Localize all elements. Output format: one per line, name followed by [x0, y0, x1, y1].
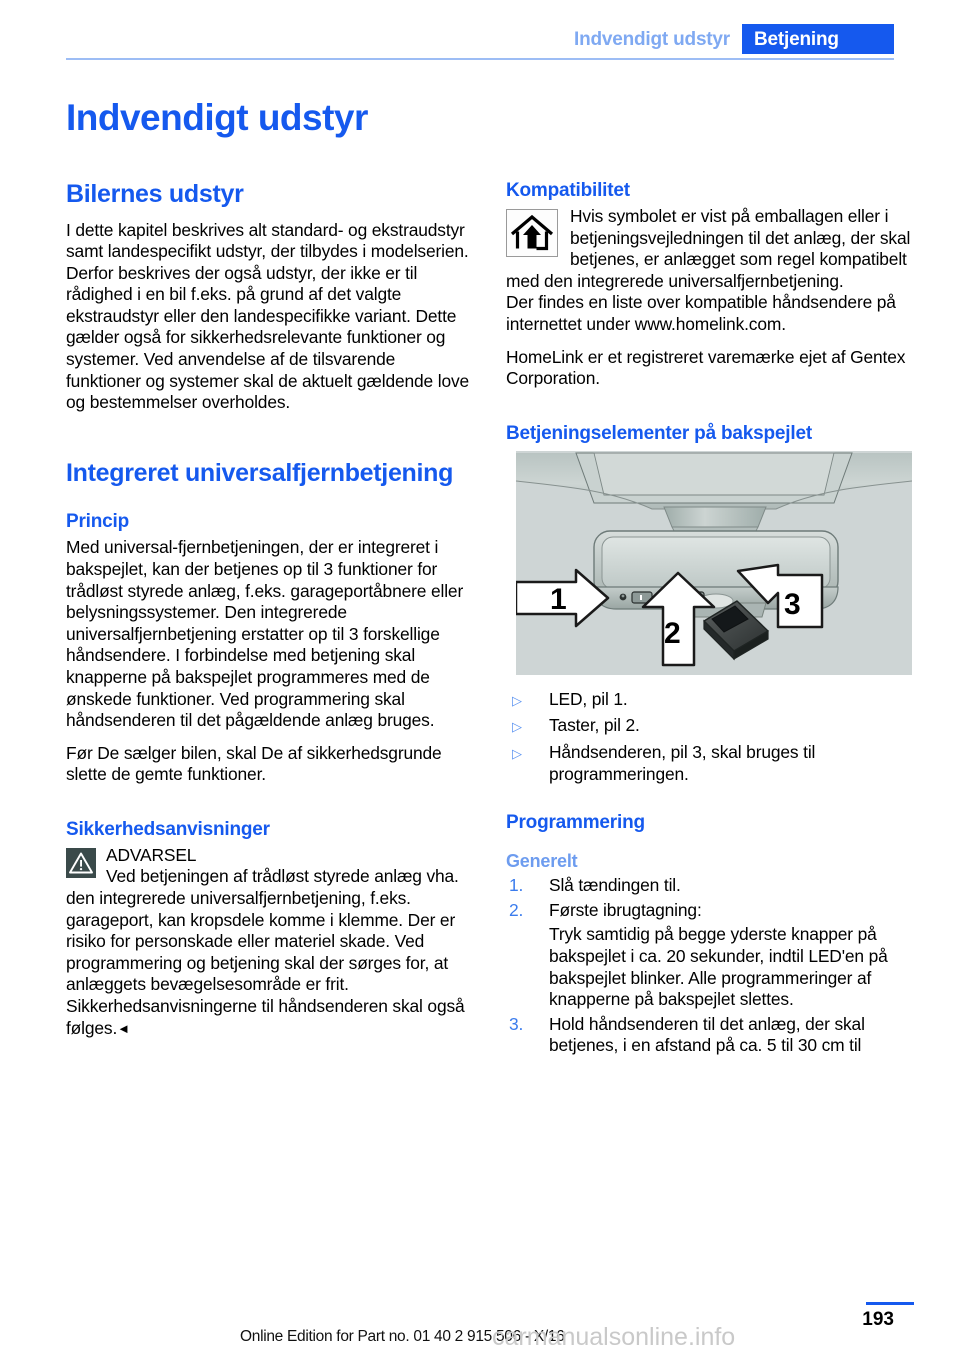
warning-block — [66, 845, 474, 1039]
programming-steps-list — [506, 875, 914, 1057]
step-text: Hold håndsenderen til det anlæg, der skal betjenes, i en afstand på ca. 5 til 30 cm til — [549, 1013, 865, 1056]
warning-title: ADVARSEL — [106, 844, 197, 865]
subheading-princip: Princip — [66, 511, 130, 533]
spacer — [506, 790, 914, 812]
svg-text:2: 2 — [664, 616, 681, 650]
heading-integreret-universalfjernbetjening: Integreret universalfjernbetjening — [66, 458, 454, 487]
list-item — [506, 689, 914, 711]
spacer — [506, 838, 914, 851]
list-item-label: Håndsenderen, pil 3, skal bruges til programmeringen. — [549, 741, 816, 784]
subsubheading-generelt: Generelt — [506, 851, 578, 872]
heading-bilernes-udstyr: Bilernes udstyr — [66, 180, 244, 208]
subheading-betjeningselementer: Betjeningselementer på bakspejlet — [506, 422, 812, 444]
spacer — [66, 425, 474, 459]
left-column — [66, 180, 474, 1060]
step-number: 1. — [509, 875, 524, 896]
body-columns — [66, 180, 914, 1060]
running-header — [66, 24, 894, 54]
spacer — [66, 797, 474, 819]
list-item-label: LED, pil 1. — [549, 688, 628, 709]
list-item — [506, 875, 914, 897]
list-item — [506, 1014, 914, 1057]
right-column — [506, 180, 914, 1060]
paragraph-kompatibilitet-1: Hvis symbolet er vist på emballagen eller i betjeningsvejledningen til det anlæg, der skal betjenes, er anlægget som regel kompatibelt med den integrerede universalfjernbetjening. — [506, 206, 911, 291]
header-section-tab: Betjening — [742, 24, 894, 54]
paragraph-kompatibilitet-2: Der findes en liste over kompatible håndsendere på internettet under www.homelink.com. — [506, 292, 896, 334]
paragraph-bilernes-udstyr: I dette kapitel beskrives alt standard- og ekstraudstyr samt landespecifikt udstyr, der tilbydes i modelserien. Derfor beskrives der også udstyr, der ikke er til rådighed i en bil f.eks. på grund af det valgte ekstraudstyr eller den landespecifikke variant. Dette gælder også for sikkerhedsrelevante funktioner og systemer. Ved anvendelse af de tilsvarende funktioner og systemer skal de aktuelt gældende love og bestemmelser overholdes. — [66, 219, 470, 413]
list-item-label: Taster, pil 2. — [549, 715, 640, 736]
header-divider-rule — [66, 58, 894, 60]
homelink-house-arrow-icon — [506, 209, 558, 257]
triangle-bullet-icon: ▷ — [512, 719, 522, 735]
rearview-mirror-illustration — [516, 451, 912, 675]
triangle-bullet-icon: ▷ — [512, 692, 522, 708]
step-number: 2. — [509, 899, 524, 920]
warning-message: Ved betjeningen af trådløst styrede anlæg vha. den integrerede universalfjernbetjening, f.eks. garageport, kan kropsdele komme i klemme. Der er risiko for personskade eller materiel skade. Ved programmering og betjening skal der sørges for, at anlæggets bevægelsesområde er frit. Sikkerhedsanvisningerne til håndsenderen skal også følges. — [66, 866, 465, 1038]
spacer — [506, 401, 914, 423]
step-text: Slå tændingen til. — [549, 875, 681, 896]
step-text: Første ibrugtagning: — [549, 899, 702, 920]
subheading-sikkerhedsanvisninger: Sikkerhedsanvisninger — [66, 818, 270, 840]
subheading-kompatibilitet: Kompatibilitet — [506, 180, 630, 201]
step-continuation: Tryk samtidig på begge yderste knapper på bakspejlet i ca. 20 sekunder, indtil LED'en på bakspejlet blinker. Alle programmeringer af knapperne på bakspejlet slettes. — [549, 924, 888, 1010]
warning-triangle-icon — [66, 848, 96, 878]
step-number: 3. — [509, 1013, 524, 1034]
header-chapter-label: Indvendigt udstyr — [574, 29, 730, 50]
svg-text:3: 3 — [784, 587, 801, 621]
spacer — [66, 498, 474, 511]
svg-text:1: 1 — [550, 582, 567, 616]
online-edition-note: Online Edition for Part no. 01 40 2 915 506 - X/16 — [240, 1328, 565, 1345]
paragraph-princip-1: Med universal-fjernbetjeningen, der er integreret i bakspejlet, kan der betjenes op til 3 funktioner for trådløst styrede anlæg, f.eks. garageportåbnere eller belysningssystemer. Den integrerede universalfjernbetjening erstatter op til 3 forskellige håndsendere. I forbindelse med betjening skal knapperne på bakspejlet programmeres med de ønskede funktioner. Ved programmering skal håndsenderen til det pågældende anlæg bruges. — [66, 537, 464, 731]
warning-end-mark: ◄ — [117, 1020, 130, 1036]
list-item — [506, 715, 914, 737]
paragraph-princip-2: Før De sælger bilen, skal De af sikkerhedsgrunde slette de gemte funktioner. — [66, 742, 442, 785]
subheading-programmering: Programmering — [506, 812, 645, 834]
list-item — [506, 742, 914, 785]
figure-legend-list — [506, 689, 914, 785]
paragraph-kompatibilitet-3: HomeLink er et registreret varemærke ejet af Gentex Corporation. — [506, 346, 906, 389]
page-number: 193 — [862, 1309, 894, 1330]
triangle-bullet-icon: ▷ — [512, 745, 522, 761]
warning-text-body — [66, 845, 474, 1039]
page-title: Indvendigt udstyr — [66, 97, 368, 138]
homelink-compat-block — [506, 206, 914, 292]
footer-accent-rule — [866, 1302, 914, 1305]
list-item — [506, 900, 914, 1011]
site-watermark: carmanualsonline.info — [492, 1323, 736, 1351]
